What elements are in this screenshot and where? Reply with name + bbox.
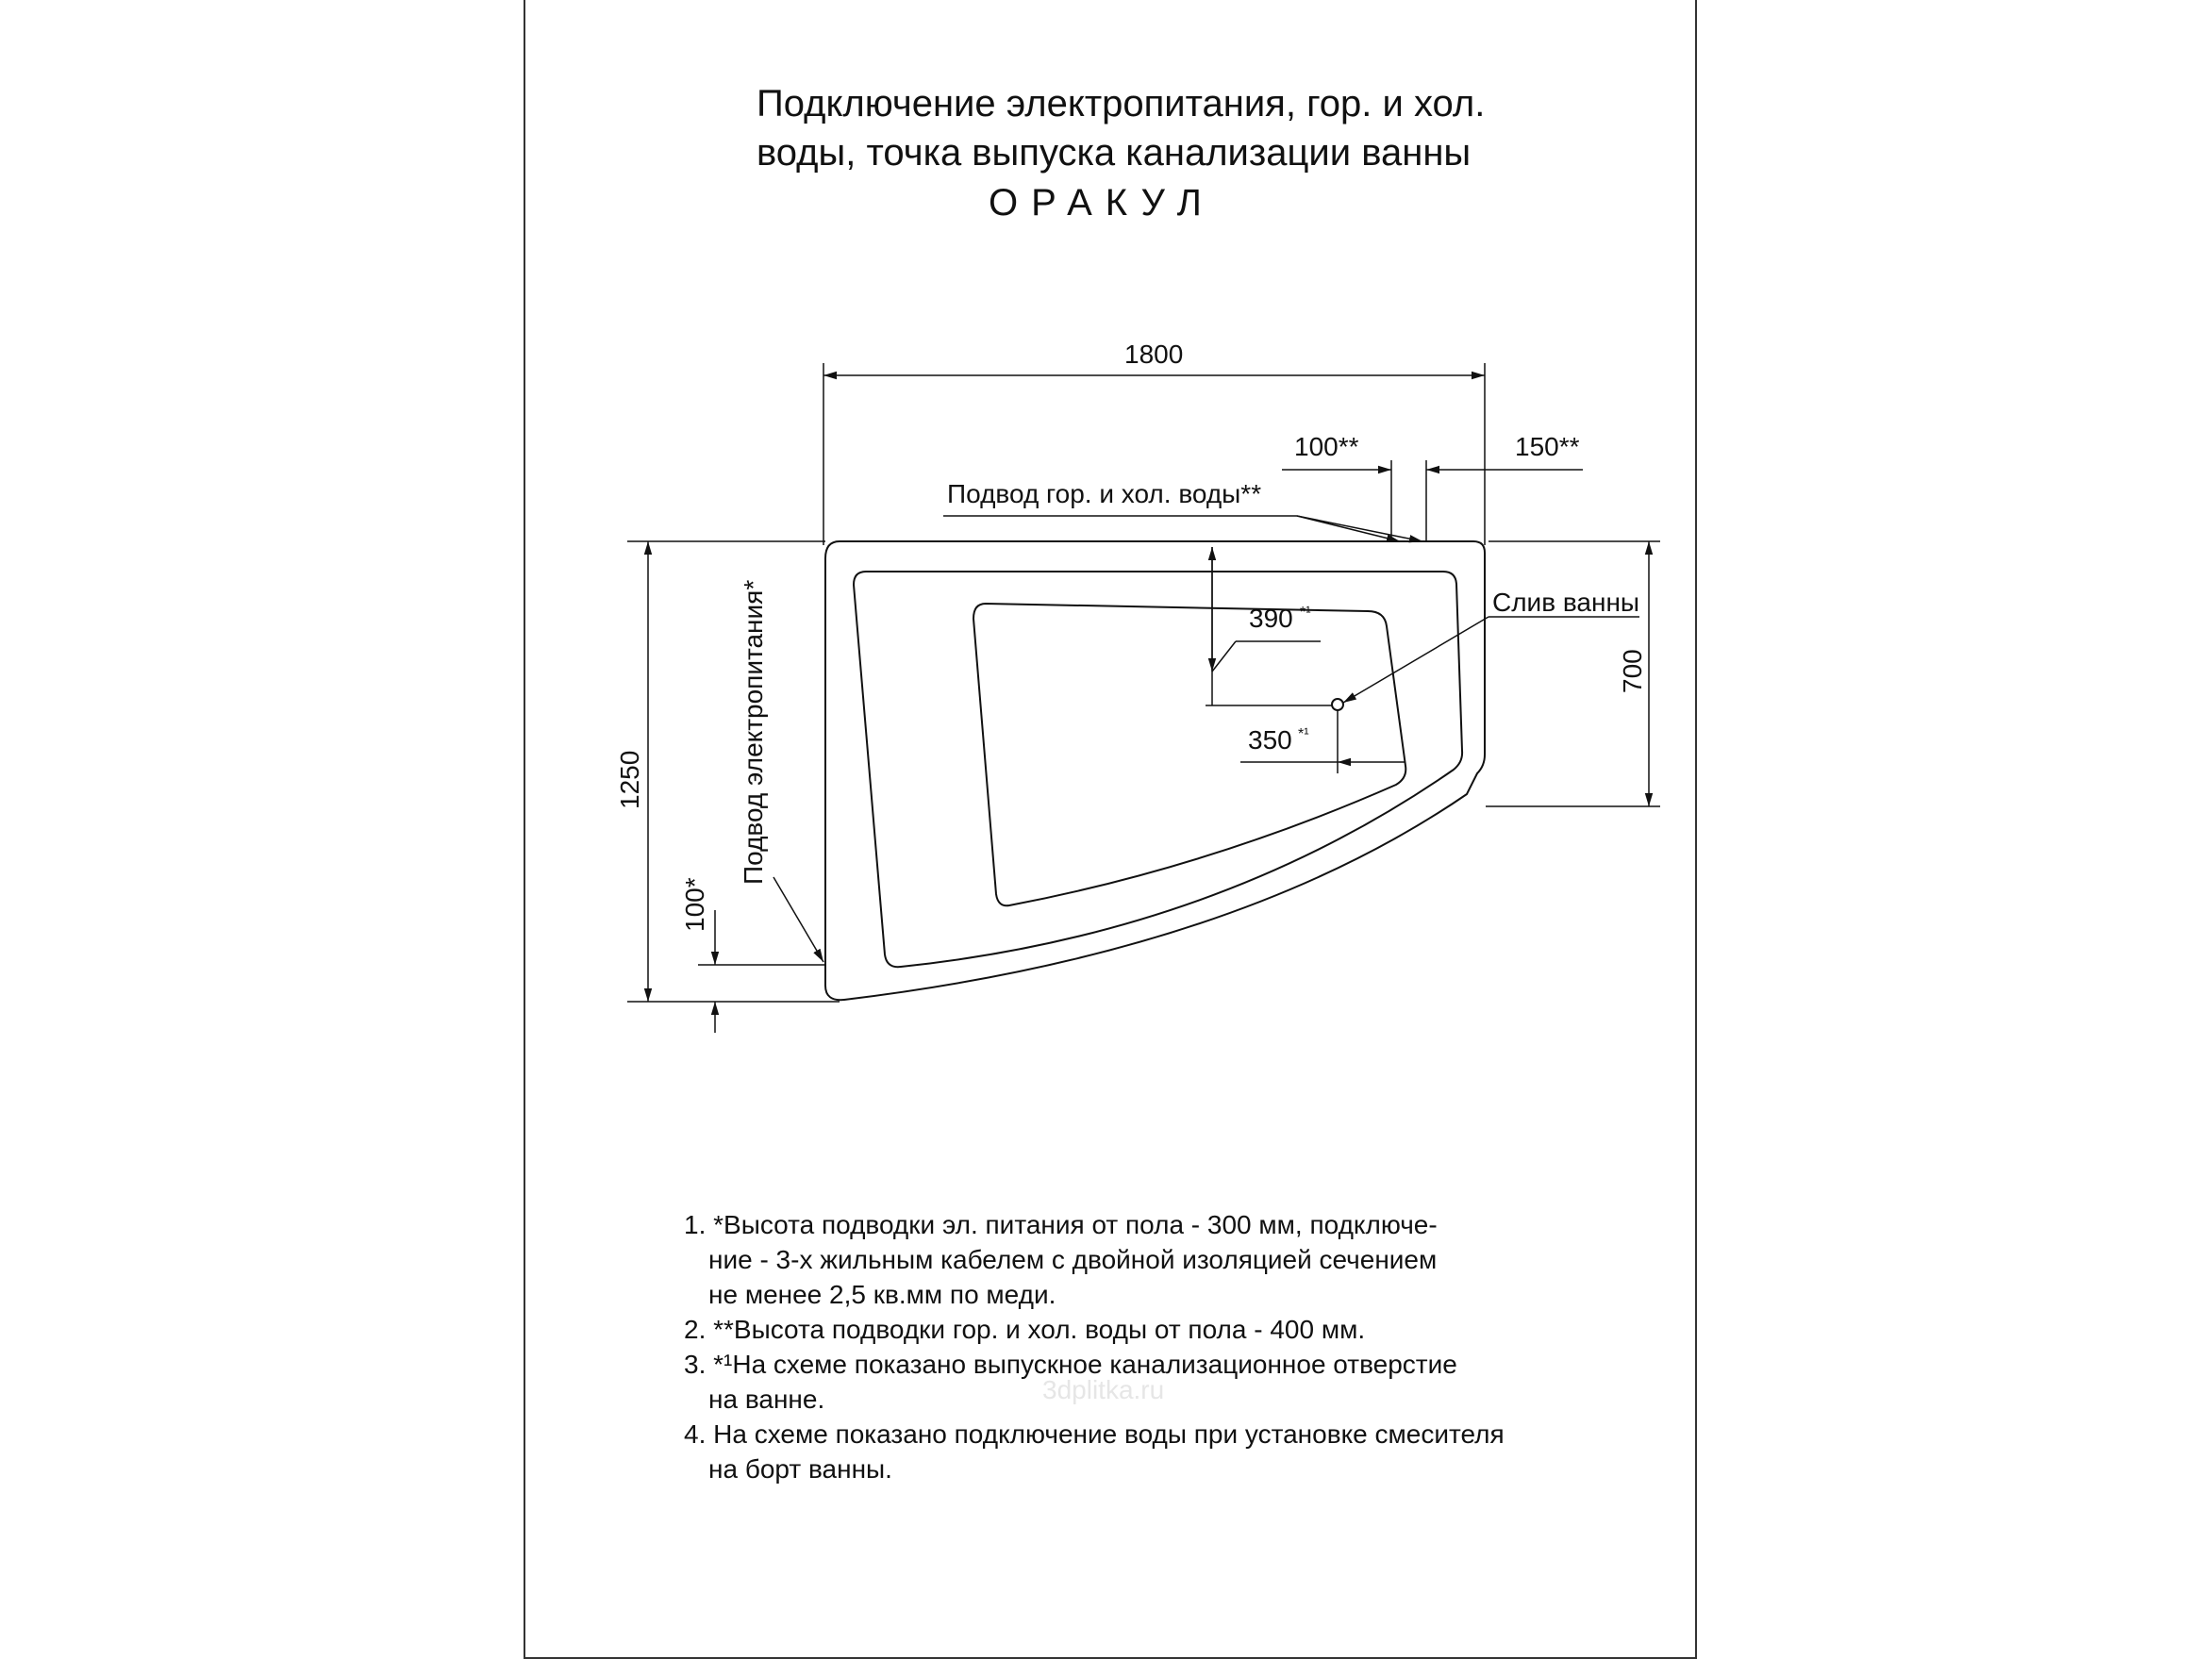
drain-right-mark: *¹ bbox=[1298, 726, 1309, 742]
dim-width-label: 1800 bbox=[1124, 340, 1184, 369]
bathtub-outer-outline bbox=[825, 541, 1485, 1000]
drain-leader bbox=[1343, 617, 1489, 703]
note-4-line-2: на борт ванны. bbox=[708, 1454, 892, 1484]
drain-top-mark: *¹ bbox=[1300, 605, 1311, 621]
dim-water-offset-label: 100** bbox=[1294, 432, 1359, 461]
bathtub-inner-rim bbox=[854, 572, 1462, 967]
note-1-line-2: ние - 3-х жильным кабелем с двойной изоляцией сечением bbox=[708, 1245, 1438, 1274]
note-2: 2. **Высота подводки гор. и хол. воды от пола - 400 мм. bbox=[684, 1315, 1366, 1344]
watermark: 3dplitka.ru bbox=[1042, 1375, 1165, 1404]
notes-list bbox=[684, 1207, 1505, 1486]
note-3-line-2: на ванне. bbox=[708, 1385, 825, 1414]
drain-label: Слив ванны bbox=[1492, 588, 1640, 617]
dim-right-height-label: 700 bbox=[1618, 649, 1647, 693]
dim-water-edge-label: 150** bbox=[1515, 432, 1580, 461]
bathtub-basin bbox=[973, 604, 1405, 905]
power-supply-leader bbox=[773, 877, 823, 962]
water-supply-label: Подвод гор. и хол. воды** bbox=[947, 479, 1262, 508]
title-line-1: Подключение электропитания, гор. и хол. bbox=[757, 83, 1486, 124]
power-supply-label: Подвод электропитания* bbox=[739, 579, 768, 885]
title-line-2: воды, точка выпуска канализации ванны bbox=[757, 132, 1472, 174]
bathtub-model-name: ОРАКУЛ bbox=[989, 182, 1215, 224]
dim-drain-top-label: 390 bbox=[1249, 604, 1293, 633]
dim-drain-right-label: 350 bbox=[1248, 725, 1292, 755]
note-3-line-1: 3. *¹На схеме показано выпускное канализационное отверстие bbox=[684, 1350, 1457, 1379]
dim-power-offset-label: 100* bbox=[680, 877, 709, 932]
note-4-line-1: 4. На схеме показано подключение воды при установке смесителя bbox=[684, 1419, 1505, 1449]
note-1-line-1: 1. *Высота подводки эл. питания от пола - 300 мм, подключе- bbox=[684, 1210, 1438, 1239]
dim-depth-label: 1250 bbox=[615, 750, 644, 809]
drain-hole bbox=[1332, 699, 1343, 710]
note-1-line-3: не менее 2,5 кв.мм по меди. bbox=[708, 1280, 1056, 1309]
